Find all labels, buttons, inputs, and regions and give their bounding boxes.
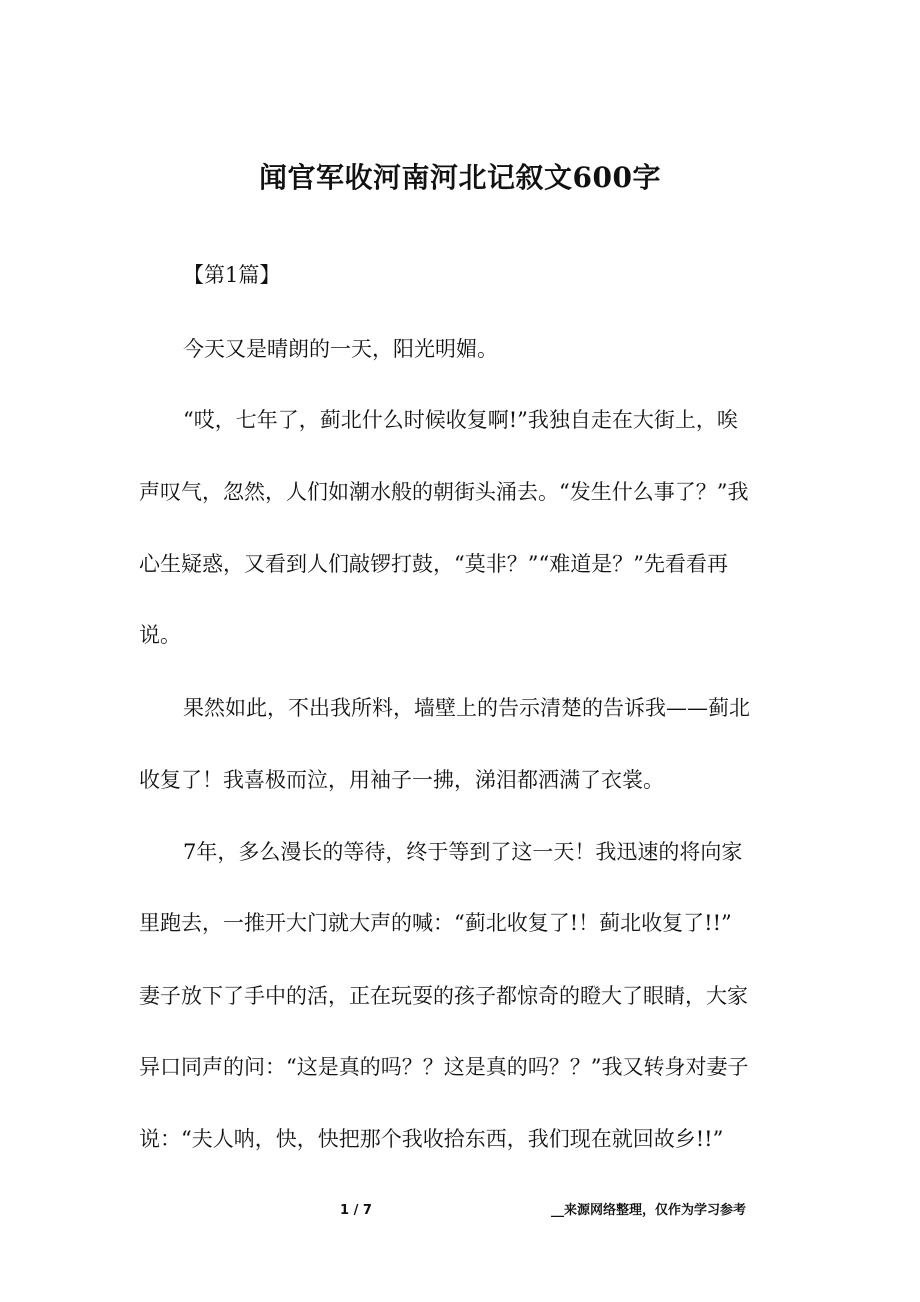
paragraph-line: 7年，多么漫长的等待，终于等到了这一天！我迅速的将向家: [183, 840, 743, 864]
paragraph-line: 果然如此，不出我所料，墙壁上的告示清楚的告诉我——蓟北: [183, 696, 750, 720]
paragraph-line: 说：“夫人呐，快，快把那个我收拾东西，我们现在就回故乡!!”: [139, 1127, 724, 1151]
paragraph-line: 说。: [139, 623, 181, 647]
page-number: 1 / 7: [340, 1203, 372, 1218]
paragraph-line: 心生疑惑，又看到人们敲锣打鼓，“莫非？”“难道是？”先看看再: [139, 552, 728, 576]
page-title: 闻官军收河南河北记叙文600字: [259, 161, 661, 194]
paragraph-line: 声叹气，忽然，人们如潮水般的朝街头涌去。“发生什么事了？”我: [139, 480, 749, 504]
paragraph-line: “哎，七年了，蓟北什么时候收复啊!”我独自走在大街上，唉: [183, 408, 738, 432]
paragraph-line: 今天又是晴朗的一天，阳光明媚。: [183, 337, 498, 361]
source-note: __来源网络整理，仅作为学习参考: [551, 1203, 747, 1218]
paragraph-line: 收复了！我喜极而泣，用袖子一拂，涕泪都洒满了衣裳。: [139, 768, 664, 792]
paragraph-line: 妻子放下了手中的活，正在玩耍的孩子都惊奇的瞪大了眼睛，大家: [139, 984, 748, 1008]
paragraph-line: 异口同声的问：“这是真的吗？？这是真的吗？？”我又转身对妻子: [139, 1055, 749, 1079]
section-heading: 【第1篇】: [183, 263, 281, 287]
paragraph-line: 里跑去，一推开大门就大声的喊：“蓟北收复了!！蓟北收复了!!”: [139, 911, 732, 935]
